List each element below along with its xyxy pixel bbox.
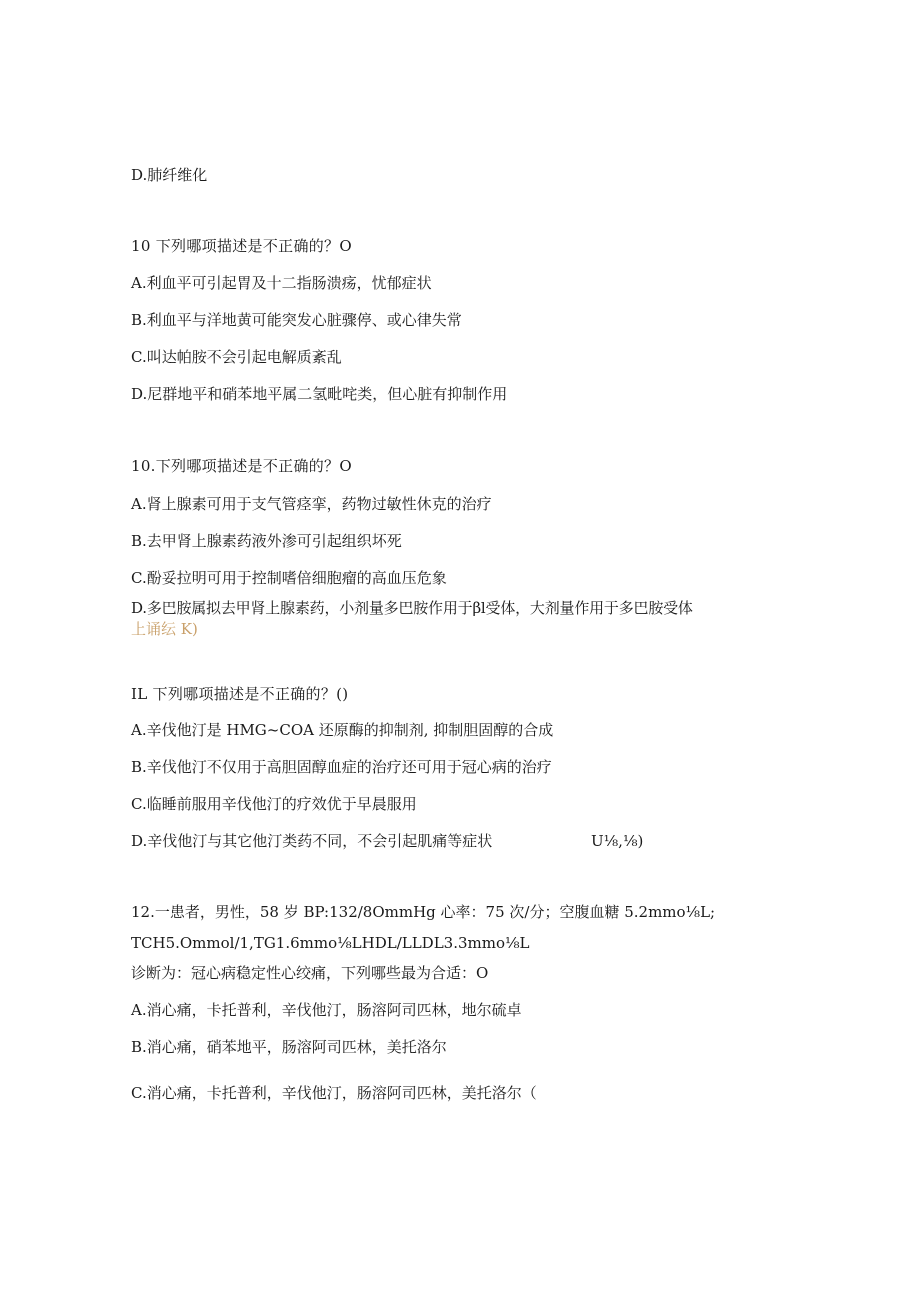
option-c-q12: C.消心痛，卡托普利，辛伐他汀，肠溶阿司匹林，美托洛尔（ — [131, 1084, 537, 1102]
option-c-q11: C.临睡前服用辛伐他汀的疗效优于早晨服用 — [131, 795, 417, 813]
option-d-q9: D.肺纤维化 — [131, 166, 208, 184]
question-12-diagnosis: 诊断为：冠心病稳定性心绞痛，下列哪些最为合适：O — [131, 964, 489, 982]
option-b-q12: B.消心痛，硝苯地平，肠溶阿司匹林，美托洛尔 — [131, 1038, 447, 1056]
question-12-lab-values: TCH5.Ommol/1,TG1.6mmo⅛LHDL/LLDL3.3mmo⅛L — [131, 934, 530, 952]
option-b-q11: B.辛伐他汀不仅用于高胆固醇血症的治疗还可用于冠心病的治疗 — [131, 758, 552, 776]
option-a-q11: A.辛伐他汀是 HMG~COA 还原酶的抑制剂, 抑制胆固醇的合成 — [131, 721, 554, 739]
question-11-stem: IL 下列哪项描述是不正确的？() — [131, 685, 349, 703]
option-b-q10a: B.利血平与洋地黄可能突发心脏骤停、或心律失常 — [131, 311, 462, 329]
option-c-q10a: C.叫达帕胺不会引起电解质紊乱 — [131, 348, 342, 366]
option-d-q11-text: D.辛伐他汀与其它他汀类药不同，不会引起肌痛等症状 — [131, 832, 493, 850]
question-10a-stem: 10 下列哪项描述是不正确的？O — [131, 237, 352, 255]
option-d-q11 — [131, 831, 651, 851]
option-a-q10b: A.肾上腺素可用于支气管痉挛，药物过敏性休克的治疗 — [131, 495, 492, 513]
option-d-q10b: D.多巴胺属拟去甲肾上腺素药，小剂量多巴胺作用于βl受体，大剂量作用于多巴胺受体 — [131, 599, 693, 617]
question-12-stem: 12.一患者，男性，58 岁 BP:132/8OmmHg 心率：75 次/分；空腹血糖 5.2mmo⅛L; — [131, 903, 716, 921]
option-b-q10b: B.去甲肾上腺素药液外渗可引起组织坏死 — [131, 532, 402, 550]
option-d-q11-trailing: U⅛,⅛) — [591, 832, 644, 850]
option-a-q10a: A.利血平可引起胃及十二指肠溃疡，忧郁症状 — [131, 274, 432, 292]
option-c-q10b: C.酚妥拉明可用于控制嗜倍细胞瘤的高血压危象 — [131, 569, 447, 587]
option-d-q10a: D.尼群地平和硝苯地平属二氢毗咤类，但心脏有抑制作用 — [131, 385, 508, 403]
question-10b-stem: 10.下列哪项描述是不正确的？O — [131, 457, 352, 475]
option-a-q12: A.消心痛，卡托普利，辛伐他汀，肠溶阿司匹林，地尔硫卓 — [131, 1001, 522, 1019]
answer-annotation: 上诵纭 K) — [131, 620, 198, 638]
